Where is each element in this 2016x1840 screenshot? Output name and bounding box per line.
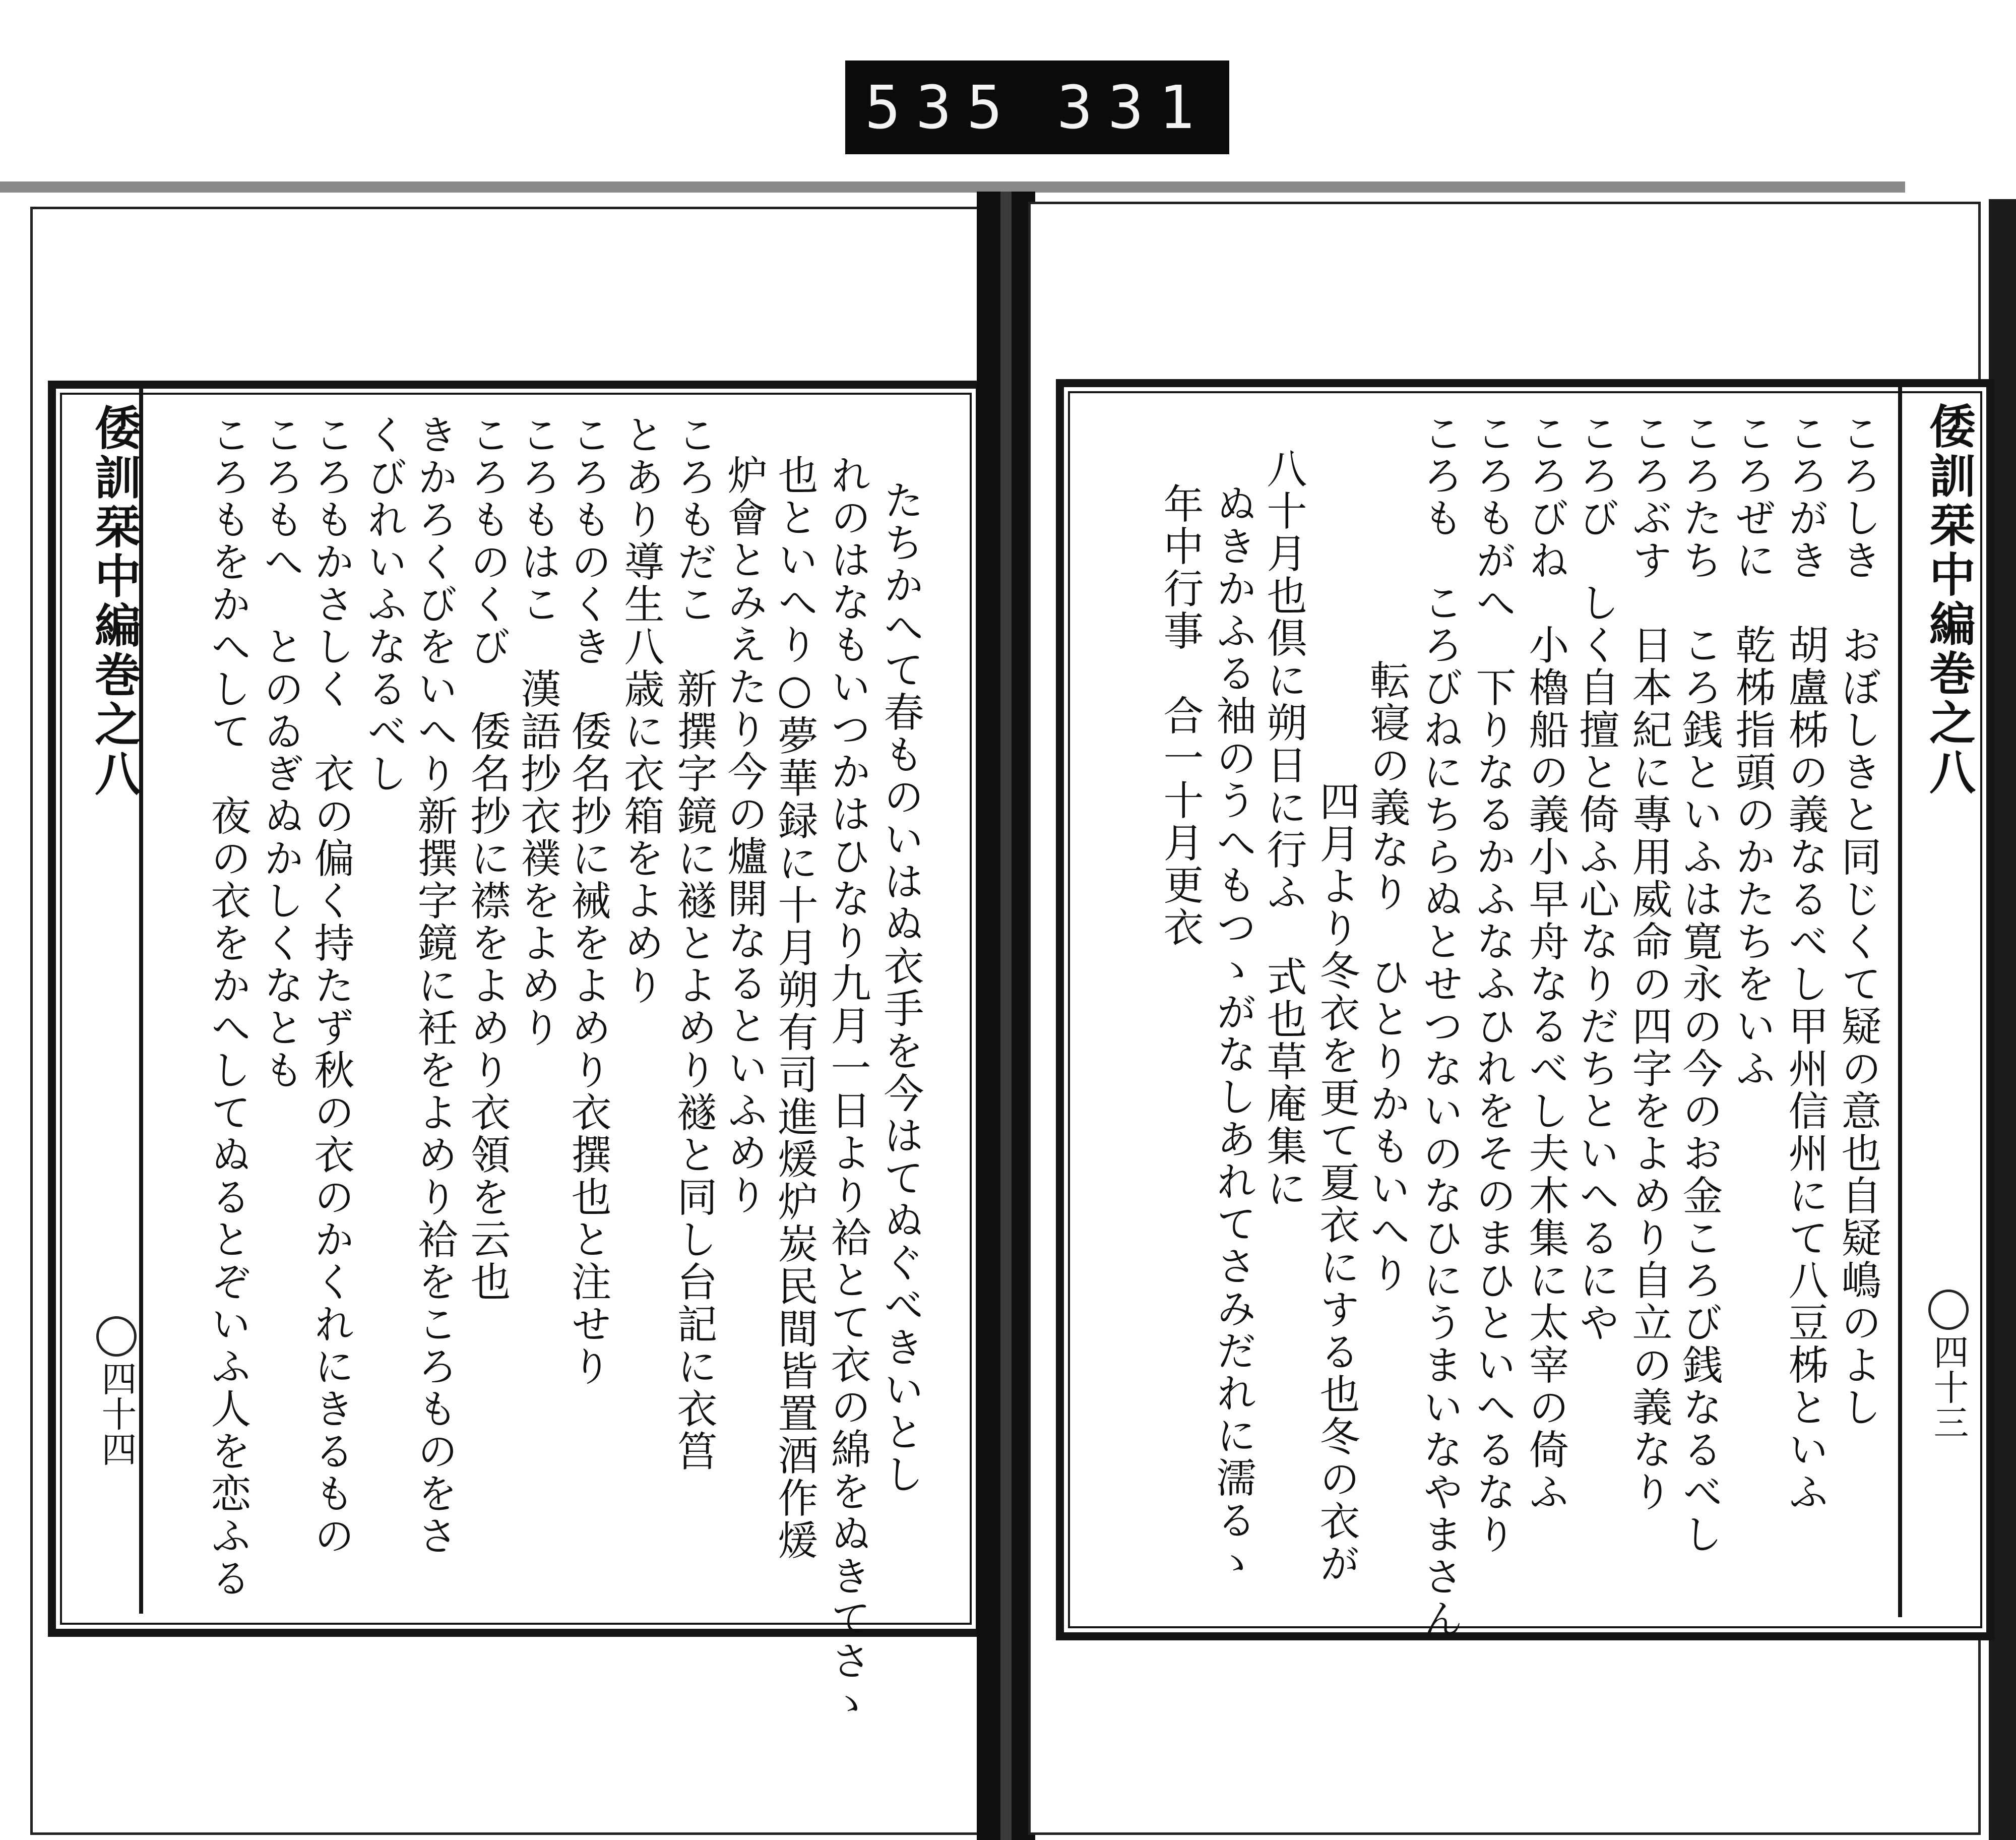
left-column-9: ころものくび 倭名抄に襟をよめり衣領を云也 — [464, 414, 511, 1303]
right-column-10: 転寝の義なり ひとりかもいへり — [1363, 659, 1410, 1295]
right-column-7: ころびね 小櫓船の義小早舟なるべし夫木集に太宰の倚ふ — [1522, 412, 1569, 1513]
left-column-5: ころもだこ 新撰字鏡に襚とよめり襚と同し台記に衣筥 — [670, 414, 717, 1473]
folio-circle-icon — [96, 1316, 137, 1357]
left-column-14: ころもをかへして 夜の衣をかへしてぬるとぞいふ人を恋ふる — [204, 414, 251, 1600]
left-column-4: 炉會とみえたり今の爐開なるといふめり — [721, 454, 768, 1216]
left-column-6: とあり導生八歳に衣箱をよめり — [617, 414, 664, 1007]
left-column-8: ころもはこ 漢語抄衣襆をよめり — [514, 414, 561, 1049]
right-column-11: 四月より冬衣を更て夏衣にする也冬の衣が — [1313, 780, 1360, 1585]
right-column-3: ころぜに 乾柹指頭のかたちをいふ — [1729, 412, 1776, 1090]
left-column-13: ころもへ とのゐぎぬかしくなとも — [257, 414, 304, 1091]
left-margin-title: 倭訓栞中編巻之八 — [87, 404, 142, 799]
frame-number-right: 331 — [1056, 73, 1210, 142]
right-column-2: ころがき 胡盧柹の義なるべし甲州信州にて八豆柹といふ — [1782, 412, 1829, 1513]
left-column-12: ころもかさしく 衣の偏く持たず秋の衣のかくれにきるもの — [307, 414, 354, 1557]
left-column-3: 也といへり○夢華録に十月朔有司進煖炉炭民間皆置酒作煖 — [771, 454, 818, 1562]
left-column-1: たちかへて春ものいはぬ衣手を今はてぬぐべきいとし — [877, 479, 924, 1496]
left-column-11: くびれいふなるべし — [360, 414, 407, 795]
right-column-6: ころび しく自擅と倚ふ心なりだちといへるにや — [1572, 412, 1619, 1344]
microfilm-frame-label — [845, 60, 1229, 154]
right-column-12: 八十月也倶に朔日に行ふ 式也草庵集に — [1260, 448, 1307, 1210]
left-folio — [91, 1316, 142, 1466]
right-folio — [1923, 1290, 1974, 1440]
right-margin-title: 倭訓栞中編巻之八 — [1922, 402, 1976, 798]
right-column-14: 年中行事 合一十月更衣 — [1157, 483, 1204, 949]
left-column-10: きかろくびをいへり新撰字鏡に衽をよめり袷をころものをさ — [411, 414, 458, 1557]
gutter-shadow — [1000, 192, 1012, 1840]
right-column-4: ころたち ころ銭といふは寛永の今のお金ころび銭なるべし — [1676, 412, 1723, 1556]
right-column-9: ころも ころびねにちらぬとせつないのなひにうまいなやまさん — [1416, 412, 1463, 1640]
right-margin-rule — [1898, 387, 1902, 1617]
left-column-7: ころものくき 倭名抄に裓をよめり衣撰也と注せり — [564, 414, 611, 1388]
left-column-2: れのはなもいつかはひなり九月一日より袷とて衣の綿をぬきてさゝ — [824, 454, 871, 1725]
left-text-block — [48, 381, 984, 1725]
right-text-block — [1056, 379, 1994, 1640]
right-column-1: ころしき おぼしきと同じくて疑の意也自疑嶋のよし — [1835, 412, 1881, 1429]
right-column-13: ぬきかふる袖のうへもつゝがなしあれてさみだれに濡るゝ — [1210, 483, 1256, 1584]
scan-top-edge — [0, 181, 1905, 193]
left-folio-number: 四十四 — [96, 1361, 137, 1466]
frame-number-left: 535 — [864, 73, 1018, 142]
folio-circle-icon — [1928, 1290, 1969, 1330]
right-column-8: ころもがへ 下りなるかふなふひれをそのまひといへるなり — [1469, 412, 1516, 1556]
right-folio-number: 四十三 — [1928, 1334, 1969, 1440]
right-column-5: ころぶす 日本紀に專用威命の四字をよめり自立の義なり — [1625, 412, 1672, 1513]
